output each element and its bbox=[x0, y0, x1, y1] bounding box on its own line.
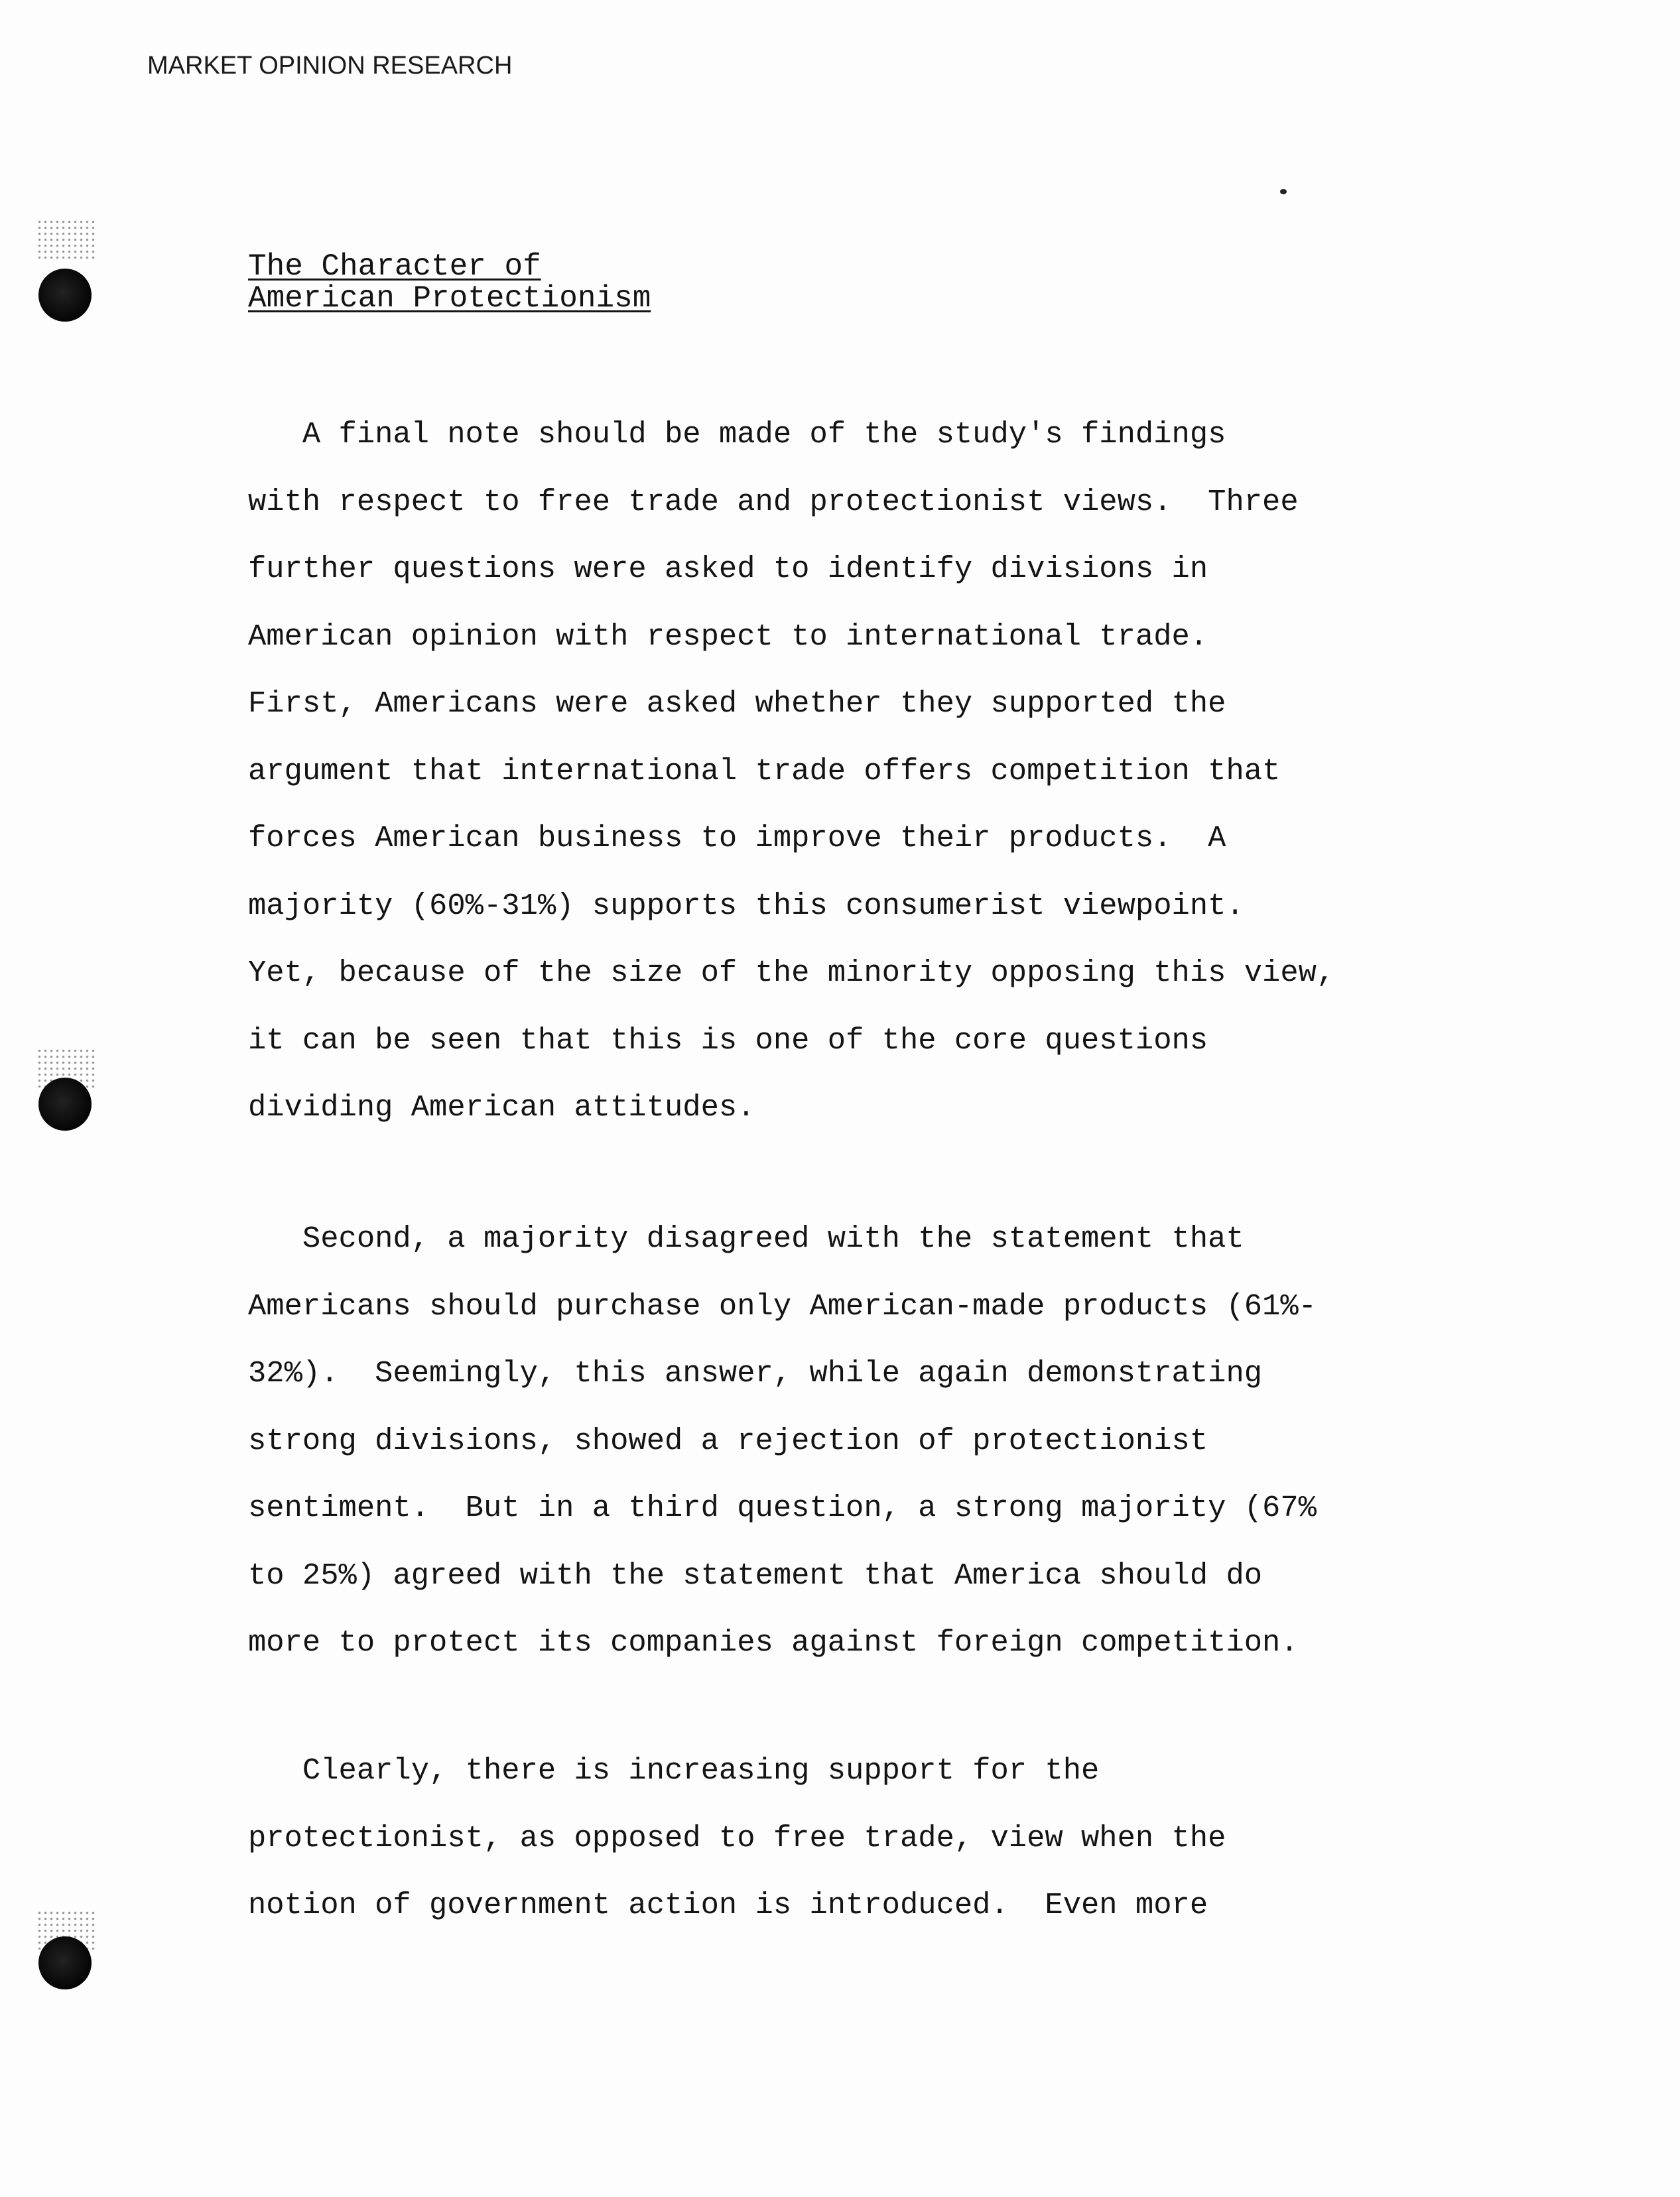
paragraph-line: First, Americans were asked whether they supported the bbox=[248, 686, 1226, 721]
paragraph-line: 32%). Seemingly, this answer, while again demonstrating bbox=[248, 1356, 1263, 1391]
paragraph-1 bbox=[248, 401, 1548, 1142]
hole-punch-speckle bbox=[36, 219, 96, 259]
hole-punch bbox=[38, 1936, 92, 1989]
paragraph-3 bbox=[248, 1737, 1548, 1940]
paragraph-line: Clearly, there is increasing support for the bbox=[248, 1753, 1100, 1788]
paragraph-line: sentiment. But in a third question, a strong majority (67% bbox=[248, 1491, 1317, 1525]
paragraph-line: to 25%) agreed with the statement that America should do bbox=[248, 1558, 1263, 1593]
paragraph-line: Second, a majority disagreed with the statement that bbox=[248, 1222, 1244, 1256]
paragraph-line: Yet, because of the size of the minority opposing this view, bbox=[248, 956, 1335, 990]
paragraph-line: more to protect its companies against foreign competition. bbox=[248, 1625, 1299, 1660]
paragraph-line: argument that international trade offers competition that bbox=[248, 753, 1281, 788]
paragraph-line: forces American business to improve their products. A bbox=[248, 821, 1226, 855]
hole-punch bbox=[38, 269, 92, 322]
paragraph-line: further questions were asked to identify divisions in bbox=[248, 552, 1208, 586]
paragraph-line: it can be seen that this is one of the core questions bbox=[248, 1023, 1208, 1058]
paragraph-line: American opinion with respect to international trade. bbox=[248, 619, 1208, 654]
hole-punch bbox=[38, 1078, 92, 1131]
paragraph-2 bbox=[248, 1206, 1548, 1677]
paragraph-line: notion of government action is introduced. Even more bbox=[248, 1888, 1208, 1922]
paragraph-line: protectionist, as opposed to free trade, view when the bbox=[248, 1820, 1226, 1855]
section-title bbox=[248, 251, 651, 314]
scan-speck bbox=[1280, 189, 1287, 194]
letterhead: MARKET OPINION RESEARCH bbox=[147, 52, 513, 80]
section-title-line-1: The Character of bbox=[248, 249, 541, 284]
paragraph-line: A final note should be made of the study's findings bbox=[248, 417, 1226, 452]
paragraph-line: strong divisions, showed a rejection of protectionist bbox=[248, 1423, 1208, 1458]
paragraph-line: with respect to free trade and protectionist views. Three bbox=[248, 484, 1299, 519]
section-title-line-2: American Protectionism bbox=[248, 281, 651, 316]
paragraph-line: dividing American attitudes. bbox=[248, 1090, 755, 1125]
paragraph-line: Americans should purchase only American-made products (61%- bbox=[248, 1288, 1317, 1324]
paragraph-line: majority (60%-31%) supports this consumerist viewpoint. bbox=[248, 888, 1244, 923]
